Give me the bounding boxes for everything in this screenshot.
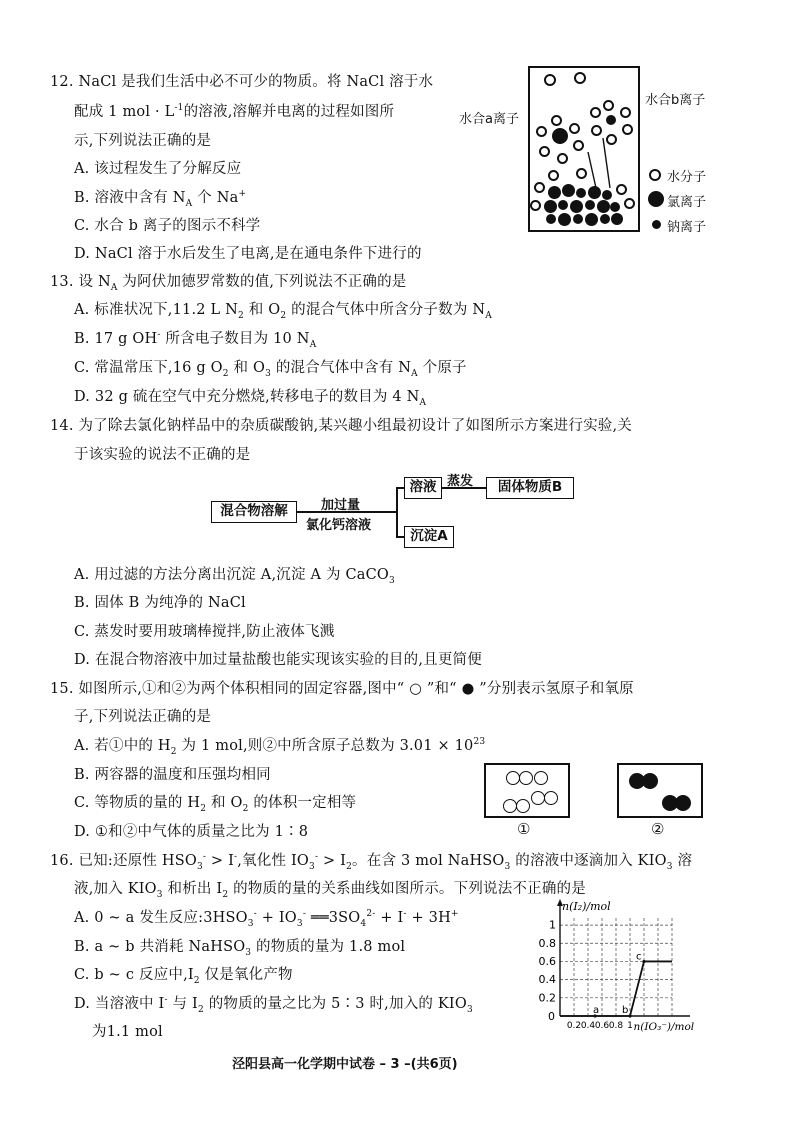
q16-line1: 16. 已知:还原性 $HSO_3^- > I^-$,氧化性 $IO_3^- > I_2$。在含 3 mol NaHSO$_3$ 的溶液中逐滴加入 $KIO_3$ 溶 bbox=[50, 852, 693, 872]
x-axis-label: n(IO₃⁻)/mol bbox=[633, 1021, 695, 1033]
q15-option-c: C. 等物质的量的 $H_2$ 和 $O_2$ 的体积一定相等 bbox=[74, 795, 357, 814]
flow-box-mixture: 混合物溶解 bbox=[211, 501, 297, 523]
q16-option-a: A. 0 ~ a 发生反应$:3HSO_3^- + IO_3^-$ $══3SO_4^{2-} + I^- + 3H^+$ bbox=[74, 909, 459, 929]
q15-option-d: D. ①和②中气体的质量之比为 1∶8 bbox=[74, 824, 309, 840]
y-tick-label: 0.6 bbox=[538, 954, 556, 968]
q12-pointer-lines bbox=[528, 66, 640, 232]
q12-line1: 12. NaCl 是我们生活中必不可少的物质。将 NaCl 溶于水 bbox=[50, 74, 434, 90]
q15-line1: 15. 如图所示,①和②为两个体积相同的固定容器,图中“ ○ ”和“ ● ”分别表示氢原子和氧原 bbox=[50, 681, 634, 697]
q12-option-a: A. 该过程发生了分解反应 bbox=[74, 161, 242, 177]
flow-box-solid: 固体物质B bbox=[486, 477, 574, 499]
y-tick-label: 1 bbox=[549, 918, 556, 932]
point-label-a: a bbox=[593, 1005, 600, 1016]
y-tick-label: 0.4 bbox=[538, 973, 556, 987]
x-tick-label: 0.4 bbox=[580, 1021, 596, 1031]
flow-split-line bbox=[396, 487, 398, 537]
legend-sodium-label: 钠离子 bbox=[667, 220, 707, 235]
q14-option-c: C. 蒸发时要用玻璃棒搅拌,防止液体飞溅 bbox=[74, 624, 335, 640]
q12-line2: 配成 1 mol · $L^{-1}$的溶液,溶解并电离的过程如图所 bbox=[74, 103, 395, 120]
point-marker-c bbox=[642, 960, 645, 963]
x-tick-label: 0.6 bbox=[594, 1021, 610, 1031]
q16-option-d: D. 当溶液中 I- 与 $I_2$ 的物质的量之比为 5∶3 时,加入的 $KIO_3$ bbox=[74, 995, 473, 1015]
chart-axes bbox=[557, 899, 690, 1016]
q12-label-hydrated-b: 水合b离子 bbox=[645, 93, 706, 108]
q13-option-c: C. 常温常压下,16 g $O_2$ 和 $O_3$ 的混合气体中含有 $N_A$ 个原子 bbox=[74, 360, 467, 379]
flow-box-solution: 溶液 bbox=[404, 477, 442, 499]
q12-label-hydrated-a: 水合a离子 bbox=[459, 112, 519, 127]
point-label-b: b bbox=[622, 1005, 629, 1016]
point-marker-b bbox=[628, 1014, 631, 1017]
x-tick-label: 0.2 bbox=[566, 1021, 582, 1031]
flow-reagent-bottom: 氯化钙溶液 bbox=[306, 518, 372, 533]
q12-line3: 示,下列说法正确的是 bbox=[74, 133, 212, 149]
page-footer: 泾阳县高一化学期中试卷 – 3 –(共6页) bbox=[232, 1057, 458, 1072]
q16-option-d-line2: 为1.1 mol bbox=[92, 1024, 163, 1040]
q12-option-c: C. 水合 b 离子的图示不科学 bbox=[74, 218, 261, 234]
q13-option-b: B. 17 g OH- 所含电子数目为 10 $N_A$ bbox=[74, 330, 317, 350]
chart-grid bbox=[560, 916, 672, 1016]
legend-water-icon bbox=[649, 169, 661, 181]
x-tick-label: 1 bbox=[627, 1021, 633, 1031]
q15-option-b: B. 两容器的温度和压强均相同 bbox=[74, 767, 271, 783]
legend-chloride-label: 氯离子 bbox=[667, 195, 707, 210]
point-label-c: c bbox=[636, 951, 642, 963]
q16-line2: 液,加入 $KIO_3$ 和析出 $I_2$ 的物质的量的关系曲线如图所示。下列说法不正确的是 bbox=[74, 881, 586, 900]
q15-option-a: A. 若①中的 $H_2$ 为 1 mol,则②中所含原子总数为 $3.01 \times 10^{23}$ bbox=[74, 737, 486, 757]
y-tick-label: 0.8 bbox=[538, 936, 556, 950]
q14-option-b: B. 固体 B 为纯净的 NaCl bbox=[74, 595, 246, 611]
q15-container-2 bbox=[617, 763, 703, 818]
y-axis-label: n(I₂)/mol bbox=[562, 900, 611, 913]
q13-stem: 13. 设 $N_A$ 为阿伏加德罗常数的值,下列说法不正确的是 bbox=[50, 274, 407, 293]
q16-option-c: C. b ~ c 反应中$,I_2$ 仅是氧化产物 bbox=[74, 967, 293, 986]
q13-option-d: D. 32 g 硫在空气中充分燃烧,转移电子的数目为 4 $N_A$ bbox=[74, 389, 427, 408]
q15-label-2: ② bbox=[651, 820, 665, 838]
legend-sodium-icon bbox=[652, 220, 661, 229]
chart-ticks bbox=[539, 919, 633, 1031]
chart-labels bbox=[562, 900, 694, 1033]
flow-label-evaporate: 蒸发 bbox=[447, 474, 474, 489]
x-tick-label: 0.8 bbox=[608, 1021, 624, 1031]
origin-label: 0 bbox=[548, 1010, 555, 1023]
q14-line2: 于该实验的说法不正确的是 bbox=[74, 447, 251, 463]
q14-line1: 14. 为了除去氯化钠样品中的杂质碳酸钠,某兴趣小组最初设计了如图所示方案进行实验,关 bbox=[50, 418, 632, 434]
q16-option-b: B. a ~ b 共消耗 NaHSO$_3$ 的物质的量为 1.8 mol bbox=[74, 939, 406, 958]
legend-chloride-icon bbox=[648, 191, 664, 207]
flow-reagent-top: 加过量 bbox=[321, 498, 361, 513]
q14-option-a: A. 用过滤的方法分离出沉淀 A,沉淀 A 为 CaCO$_3$ bbox=[74, 567, 395, 586]
q15-container-1 bbox=[484, 763, 570, 818]
legend-water-label: 水分子 bbox=[667, 170, 707, 185]
q15-label-1: ① bbox=[517, 820, 531, 838]
q12-option-d: D. NaCl 溶于水后发生了电离,是在通电条件下进行的 bbox=[74, 246, 422, 262]
q16-chart bbox=[520, 898, 720, 1034]
q13-option-a: A. 标准状况下,11.2 L $N_2$ 和 $O_2$ 的混合气体中所含分子数为 $N_A$ bbox=[74, 302, 492, 321]
q12-option-b: B. 溶液中含有 $N_A$ 个 Na+ bbox=[74, 189, 247, 209]
q15-line2: 子,下列说法正确的是 bbox=[74, 709, 212, 725]
y-tick-label: 0.2 bbox=[538, 991, 556, 1005]
q14-option-d: D. 在混合物溶液中加过量盐酸也能实现该实验的目的,且更简便 bbox=[74, 652, 482, 668]
flow-box-precipitate: 沉淀A bbox=[404, 526, 454, 548]
